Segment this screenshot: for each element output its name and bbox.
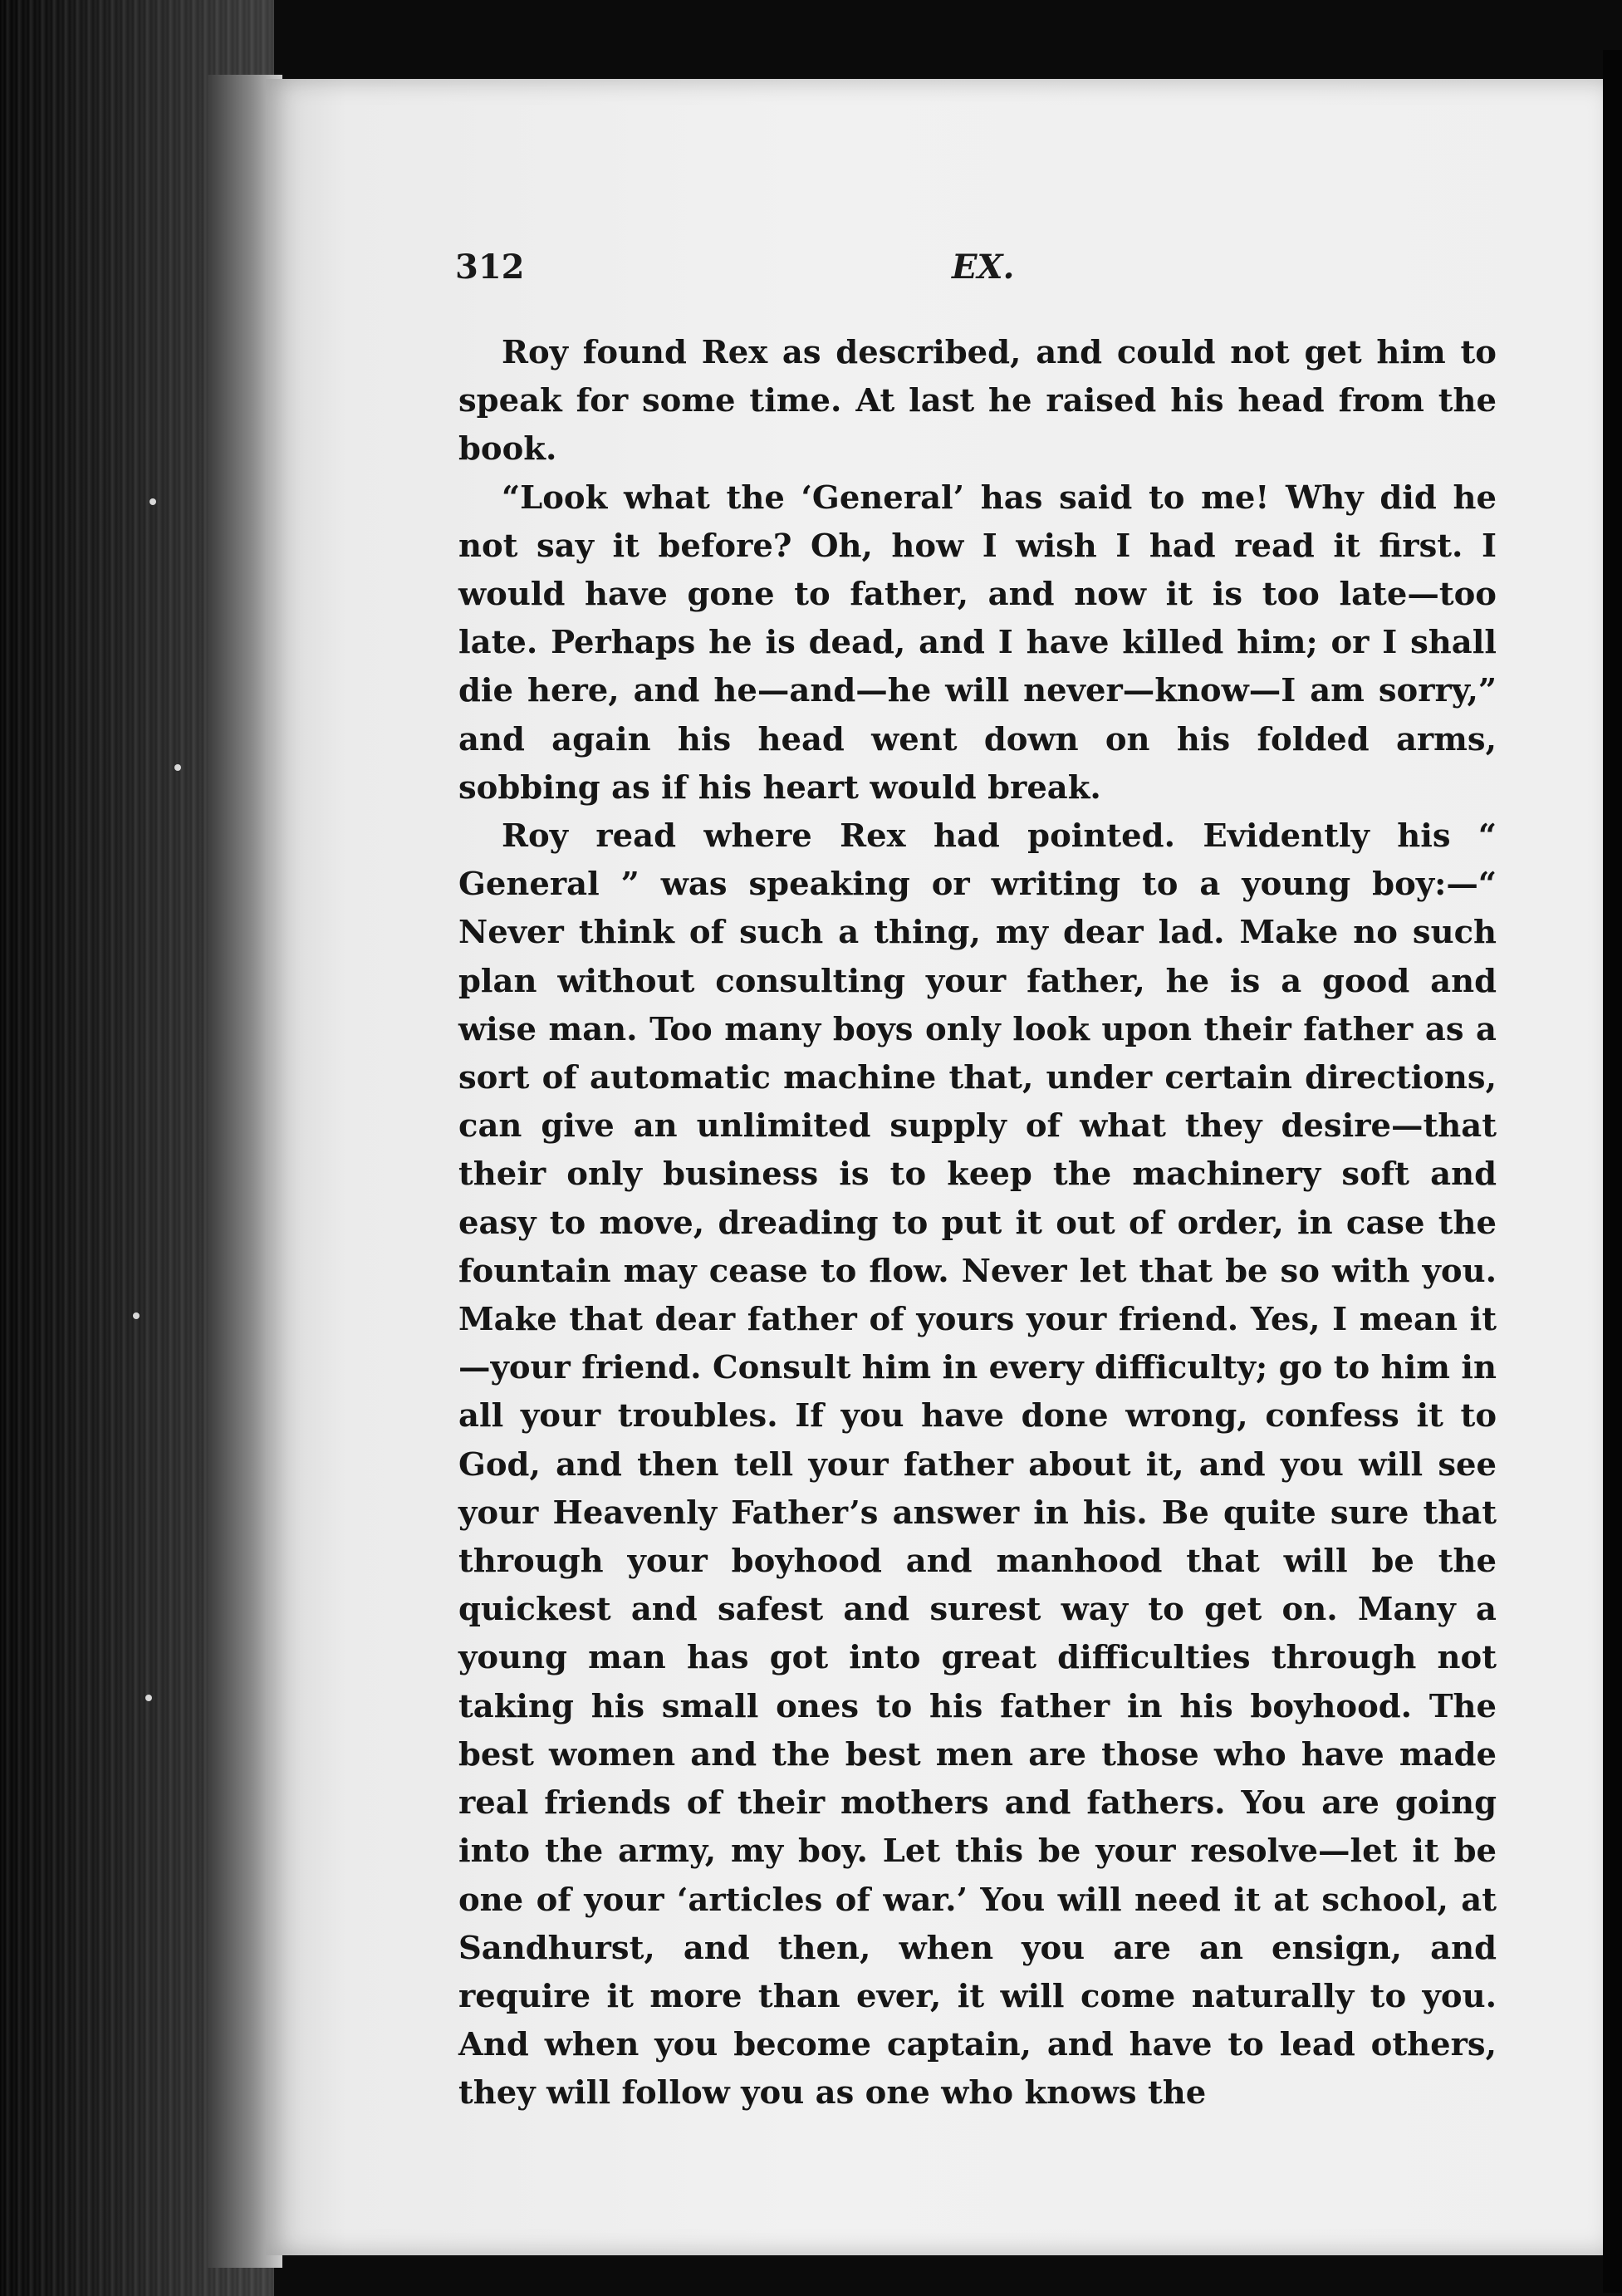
speck	[133, 1312, 140, 1319]
running-head: EX.	[952, 248, 1015, 287]
page-header	[455, 248, 1502, 297]
right-edge	[1603, 50, 1622, 2293]
speck	[145, 1695, 152, 1701]
body-text	[458, 329, 1497, 2118]
speck	[174, 764, 181, 771]
paragraph-1: Roy found Rex as described, and could not get him to speak for some time. At last he raised his head from the book.	[458, 334, 1497, 469]
page-number: 312	[455, 248, 525, 287]
paragraph-2: “Look what the ‘General’ has said to me! Why did he not say it before? Oh, how I wish I had read it first. I would have gone to father, and now it is too late—too late. Perhaps he is dead, and I have killed him; or I shall die here, and he—and—he will never—know—I am sorry,” and again his head went down on his folded arms, sobbing as if his heart would break.	[458, 478, 1497, 807]
paragraph-3: Roy read where Rex had pointed. Evidently his “ General ” was speaking or writing to a young boy:—“ Never think of such a thing, my dear lad. Make no such plan without consulting your father, he is a good and wise man. Too many boys only look upon their father as a sort of automatic machine that, under certain directions, can give an unlimited supply of what they desire—that their only business is to keep the machinery soft and easy to move, dreading to put it out of order, in case the fountain may cease to flow. Never let that be so with you. Make that dear father of yours your friend. Yes, I mean it—your friend. Consult him in every difficulty; go to him in all your troubles. If you have done wrong, confess it to God, and then tell your father about it, and you will see your Heavenly Father’s answer in his. Be quite sure that through your boyhood and manhood that will be the quickest and safest and surest way to get on. Many a young man has got into great difficulties through not taking his small ones to his father in his boyhood. The best women and the best men are those who have made real friends of their mothers and fathers. You are going into the army, my boy. Let this be your resolve—let it be one of your ‘articles of war.’ You will need it at school, at Sandhurst, and then, when you are an ensign, and require it more than ever, it will come naturally to you. And when you become captain, and have to lead others, they will follow you as one who knows the	[458, 817, 1497, 2112]
speck	[149, 498, 156, 505]
